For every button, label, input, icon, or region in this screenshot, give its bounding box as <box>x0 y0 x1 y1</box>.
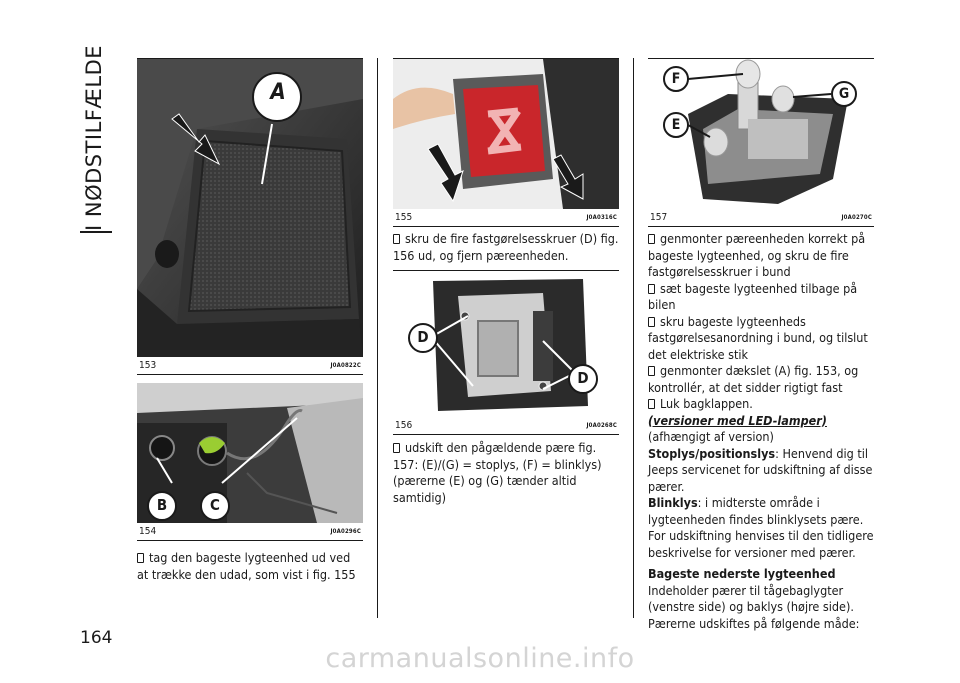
checkbox-icon <box>648 399 655 409</box>
col1-step-1 <box>137 550 365 583</box>
checkbox-icon <box>393 234 400 244</box>
col2-step-1 <box>393 231 621 264</box>
section-title <box>80 44 112 233</box>
watermark: carmanualsonline.info <box>325 643 635 674</box>
checkbox-icon <box>648 366 655 376</box>
figure-153-image <box>137 59 363 357</box>
figure-154-caption <box>137 524 363 541</box>
col1-text <box>137 550 365 583</box>
col3-step-1 <box>648 231 878 281</box>
lower-text-2: Pærerne udskiftes på følgende måde: <box>648 615 860 631</box>
column-divider-1 <box>377 58 378 618</box>
figure-153-code: J0A0822C <box>330 362 361 369</box>
figure-155-code: J0A0316C <box>586 214 617 221</box>
stop-label: Stoplys/positionslys <box>648 445 776 461</box>
figure-156-label-d1: D <box>417 328 429 346</box>
figure-156-image <box>393 271 619 417</box>
checkbox-icon <box>137 553 144 563</box>
column-divider-2 <box>633 58 634 618</box>
col3-text <box>648 231 878 632</box>
figure-157-code: J0A0270C <box>841 214 872 221</box>
led-note: (afhængigt af version) <box>648 429 774 444</box>
col3-step-1-text: genmonter pæreenheden korrekt på bageste lygteenhed, og skru de fire fastgørelsesskruer i bund <box>648 231 866 279</box>
figure-156-label-d2: D <box>577 369 589 387</box>
figure-156-number: 156 <box>395 420 413 431</box>
blink-paragraph <box>648 495 878 561</box>
col3-step-4 <box>648 363 878 396</box>
figure-157-caption <box>648 210 874 227</box>
figure-153-number: 153 <box>139 360 157 371</box>
figure-157-number: 157 <box>650 212 668 223</box>
page-number: 164 <box>80 628 113 648</box>
figure-154-label-c: C <box>210 496 220 514</box>
checkbox-icon <box>648 284 655 294</box>
col1-step-1-text: tag den bageste lygteenhed ud ved at trække den udad, som vist i fig. 155 <box>137 550 356 582</box>
stop-text: : Henvend dig til Jeeps servicenet for udskiftning af disse pærer. <box>648 445 873 494</box>
checkbox-icon <box>648 234 655 244</box>
figure-157-label-f: F <box>671 71 681 87</box>
figure-157-label-e: E <box>671 117 681 133</box>
blink-label: Blinklys <box>648 495 698 510</box>
col2-step-2 <box>393 440 623 506</box>
checkbox-icon <box>648 317 655 327</box>
lower-heading: Bageste nederste lygteenhed <box>648 566 836 581</box>
col3-step-5 <box>648 396 878 413</box>
col3-step-3 <box>648 314 878 364</box>
col2-text-b <box>393 440 623 506</box>
col3-step-5-text: Luk bagklappen. <box>660 396 753 411</box>
figure-154-number: 154 <box>139 526 157 537</box>
figure-157-label-g: G <box>838 86 850 102</box>
figure-156-caption <box>393 418 619 435</box>
checkbox-icon <box>393 443 400 453</box>
col2-text-a <box>393 231 621 264</box>
col2-step-1-text: skru de fire fastgørelsesskruer (D) fig. 156 ud, og fjern pæreenheden. <box>393 231 619 263</box>
figure-155-caption <box>393 210 619 227</box>
col3-step-2 <box>648 281 878 314</box>
col3-step-3-text: skru bageste lygteenheds fastgørelsesanordning i bund, og tilslut det elektriske stik <box>648 313 868 362</box>
col2-step-2-text: udskift den pågældende pære fig. 157: (E)/(G) = stoplys, (F) = blinklys) (pærerne (E) og (G) tænder altid samtidig) <box>393 440 602 505</box>
col3-step-2-text: sæt bageste lygteenhed tilbage på bilen <box>648 280 858 312</box>
figure-154-code: J0A0296C <box>330 528 361 535</box>
stop-paragraph <box>648 446 878 496</box>
col3-step-4-text: genmonter dækslet (A) fig. 153, og kontrollér, at det sidder rigtigt fast <box>648 363 859 395</box>
blink-text: : i midterste område i lygteenheden findes blinklysets pære. For udskiftning henvises til den tidligere beskrivelse for versioner med pærer. <box>648 495 874 560</box>
figure-155-image <box>393 59 619 209</box>
lower-text-1: Indeholder pærer til tågebaglygter (venstre side) og baklys (højre side). <box>648 582 854 614</box>
figure-156-code: J0A0268C <box>586 422 617 429</box>
led-heading: (versioner med LED-lamper) <box>648 412 827 428</box>
figure-153-caption <box>137 358 363 375</box>
figure-157-image <box>648 59 874 209</box>
figure-154-image <box>137 383 363 523</box>
figure-155-number: 155 <box>395 212 413 223</box>
figure-153-label-a: A <box>270 80 286 105</box>
section-title-text: I NØDSTILFÆLDE <box>82 44 106 231</box>
figure-154-label-b: B <box>156 496 168 514</box>
